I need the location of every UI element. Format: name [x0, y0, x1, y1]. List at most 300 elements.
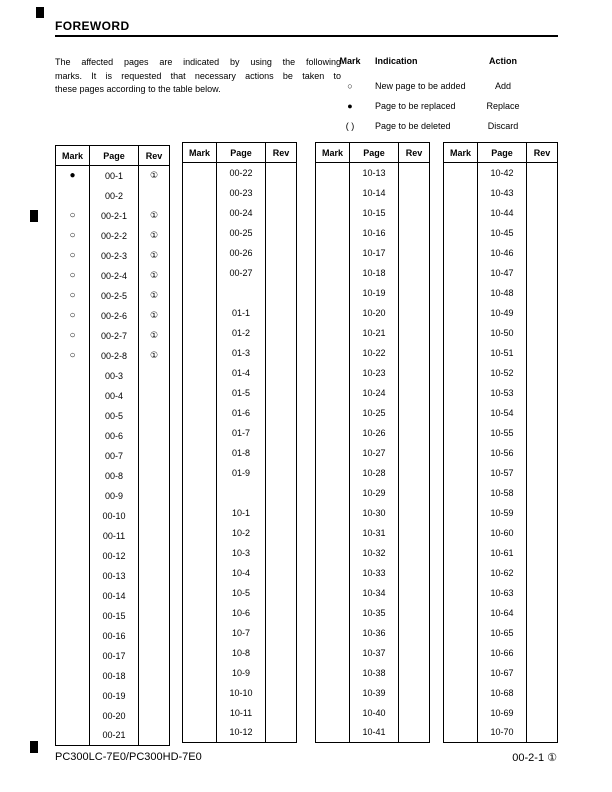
page-cell: 10-47: [478, 263, 527, 283]
affected-pages-table-3: [315, 142, 430, 743]
page-cell: 00-2-5: [90, 286, 139, 306]
page-cell: 00-25: [217, 223, 266, 243]
rev-cell: [139, 606, 170, 626]
table-row: [444, 163, 558, 183]
rev-cell: [527, 543, 558, 563]
rev-cell: [399, 263, 430, 283]
rev-cell: [399, 723, 430, 743]
page-cell: 10-31: [350, 523, 399, 543]
rev-cell: [527, 443, 558, 463]
mark-cell: [444, 323, 478, 343]
rev-cell: [527, 423, 558, 443]
table-row: [316, 543, 430, 563]
table-row: [183, 223, 297, 243]
table-row: [56, 466, 170, 486]
page-cell: 10-39: [350, 683, 399, 703]
page-cell: 10-4: [217, 563, 266, 583]
page-cell: 10-35: [350, 603, 399, 623]
table-row: [316, 483, 430, 503]
table-row: [183, 643, 297, 663]
mark-cell: [444, 623, 478, 643]
page-cell: 10-2: [217, 523, 266, 543]
rev-cell: [399, 283, 430, 303]
rev-cell: [527, 723, 558, 743]
rev-cell: [527, 263, 558, 283]
mark-cell: [444, 423, 478, 443]
rev-cell: ①: [139, 266, 170, 286]
rev-cell: [139, 426, 170, 446]
mark-cell: ○: [56, 246, 90, 266]
table-row: [56, 246, 170, 266]
mark-cell: [183, 323, 217, 343]
table-row: [316, 163, 430, 183]
page-cell: 10-30: [350, 503, 399, 523]
page-cell: 10-63: [478, 583, 527, 603]
page-cell: 10-34: [350, 583, 399, 603]
page-cell: 00-15: [90, 606, 139, 626]
legend-action: Replace: [486, 101, 520, 111]
table-row: [183, 183, 297, 203]
mark-cell: [444, 223, 478, 243]
rev-cell: [266, 363, 297, 383]
table-row: [183, 443, 297, 463]
rev-cell: [266, 383, 297, 403]
mark-cell: [316, 563, 350, 583]
binding-mark-bottom: [30, 741, 38, 753]
rev-cell: ①: [139, 166, 170, 186]
rev-cell: [527, 463, 558, 483]
mark-cell: [444, 403, 478, 423]
page-cell: 10-25: [350, 403, 399, 423]
page-cell: 10-67: [478, 663, 527, 683]
rev-cell: [527, 563, 558, 583]
mark-cell: [444, 723, 478, 743]
table-row: [444, 683, 558, 703]
page-cell: 01-2: [217, 323, 266, 343]
mark-cell: [56, 186, 90, 206]
mark-cell: [316, 623, 350, 643]
page-cell: 00-8: [90, 466, 139, 486]
column-header-page: Page: [90, 146, 139, 166]
rev-cell: [266, 643, 297, 663]
rev-cell: [139, 366, 170, 386]
table-row: [183, 623, 297, 643]
table-row: [316, 643, 430, 663]
mark-cell: [56, 486, 90, 506]
mark-cell: [316, 243, 350, 263]
mark-cell: [183, 563, 217, 583]
table-row: [183, 203, 297, 223]
table-row: [56, 606, 170, 626]
page-cell: 01-9: [217, 463, 266, 483]
rev-cell: [266, 663, 297, 683]
mark-cell: [444, 603, 478, 623]
rev-cell: [527, 703, 558, 723]
rev-cell: [527, 183, 558, 203]
page-cell: 10-69: [478, 703, 527, 723]
table-row: [183, 723, 297, 743]
mark-cell: [444, 263, 478, 283]
rev-cell: [139, 646, 170, 666]
mark-cell: [316, 263, 350, 283]
table-row: [56, 366, 170, 386]
table-row: [316, 663, 430, 683]
table-row: [444, 403, 558, 423]
page-cell: 10-15: [350, 203, 399, 223]
mark-cell: [444, 303, 478, 323]
rev-cell: [527, 583, 558, 603]
intro-line: marks. It is requested that necessary actions be taken to: [55, 70, 341, 81]
mark-cell: [183, 603, 217, 623]
mark-cell: [316, 363, 350, 383]
mark-cell: [183, 583, 217, 603]
mark-cell: [183, 363, 217, 383]
mark-cell: [183, 663, 217, 683]
page-cell: 10-65: [478, 623, 527, 643]
rev-cell: [399, 383, 430, 403]
delete-page-mark-icon: ( ): [345, 121, 355, 131]
mark-cell: [444, 203, 478, 223]
page-cell: 10-60: [478, 523, 527, 543]
page-cell: 00-6: [90, 426, 139, 446]
legend-action: Add: [494, 81, 511, 91]
table-row: [56, 646, 170, 666]
rev-cell: [139, 526, 170, 546]
table-row: [444, 423, 558, 443]
table-row: [444, 543, 558, 563]
mark-cell: [444, 703, 478, 723]
page-cell: 01-7: [217, 423, 266, 443]
marks-legend: [337, 56, 525, 136]
table-row: [56, 426, 170, 446]
page-cell: 00-26: [217, 243, 266, 263]
page-cell: 10-13: [350, 163, 399, 183]
table-row: [56, 626, 170, 646]
table-row: [316, 203, 430, 223]
intro-line: The affected pages are indicated by using the following: [55, 57, 341, 67]
page-cell: 00-2-7: [90, 326, 139, 346]
mark-cell: [183, 543, 217, 563]
column-header-page: Page: [217, 143, 266, 163]
page-cell: 10-27: [350, 443, 399, 463]
page-cell: 00-13: [90, 566, 139, 586]
rev-cell: [139, 706, 170, 726]
rev-cell: [139, 506, 170, 526]
table-row: [183, 463, 297, 483]
page-cell: 10-9: [217, 663, 266, 683]
mark-cell: [183, 223, 217, 243]
rev-cell: [266, 203, 297, 223]
table-row: [316, 443, 430, 463]
table-row: [183, 703, 297, 723]
rev-cell: [266, 403, 297, 423]
rev-cell: [139, 386, 170, 406]
page-cell: 10-38: [350, 663, 399, 683]
page-cell: 00-11: [90, 526, 139, 546]
mark-cell: [183, 183, 217, 203]
mark-cell: [56, 446, 90, 466]
page-cell: 10-40: [350, 703, 399, 723]
table-row: [316, 523, 430, 543]
rev-cell: [266, 283, 297, 303]
table-row: [183, 383, 297, 403]
mark-cell: [56, 426, 90, 446]
table-row: [444, 443, 558, 463]
rev-cell: [266, 343, 297, 363]
rev-cell: [527, 663, 558, 683]
mark-cell: [56, 566, 90, 586]
table-row: [444, 703, 558, 723]
table-row: [316, 423, 430, 443]
table-row: [316, 243, 430, 263]
mark-cell: [183, 523, 217, 543]
page-cell: 10-52: [478, 363, 527, 383]
mark-cell: [316, 703, 350, 723]
rev-cell: [399, 163, 430, 183]
mark-cell: [444, 283, 478, 303]
table-row: [183, 163, 297, 183]
rev-cell: [527, 163, 558, 183]
binding-mark-middle: [30, 210, 38, 222]
table-row: [316, 603, 430, 623]
footer-page-number: 00-2-1 ①: [512, 752, 557, 764]
rev-cell: [527, 523, 558, 543]
table-row: [316, 583, 430, 603]
table-row: [183, 403, 297, 423]
page-cell: 10-7: [217, 623, 266, 643]
table-row: [316, 463, 430, 483]
mark-cell: [56, 406, 90, 426]
rev-cell: [399, 623, 430, 643]
table-row: [56, 546, 170, 566]
rev-cell: [399, 543, 430, 563]
rev-cell: [399, 483, 430, 503]
page-cell: 10-11: [217, 703, 266, 723]
rev-cell: [139, 186, 170, 206]
page-cell: 10-56: [478, 443, 527, 463]
page-cell: 10-20: [350, 303, 399, 323]
page-cell: 10-17: [350, 243, 399, 263]
mark-cell: [316, 303, 350, 323]
rev-cell: [527, 683, 558, 703]
rev-cell: [399, 363, 430, 383]
page-cell: [217, 283, 266, 303]
table-row: [183, 323, 297, 343]
table-row: [183, 563, 297, 583]
rev-cell: [266, 603, 297, 623]
page-cell: 10-53: [478, 383, 527, 403]
mark-cell: [316, 523, 350, 543]
mark-cell: [183, 343, 217, 363]
rev-cell: [399, 503, 430, 523]
page-cell: 10-29: [350, 483, 399, 503]
page-cell: 10-44: [478, 203, 527, 223]
page-cell: 10-5: [217, 583, 266, 603]
rev-cell: [399, 343, 430, 363]
mark-cell: [316, 503, 350, 523]
rev-cell: [527, 403, 558, 423]
page-cell: 00-24: [217, 203, 266, 223]
table-row: [444, 623, 558, 643]
mark-cell: [56, 626, 90, 646]
table-row: [183, 363, 297, 383]
mark-cell: [56, 506, 90, 526]
mark-cell: [183, 283, 217, 303]
mark-cell: [316, 383, 350, 403]
mark-cell: [183, 443, 217, 463]
rev-cell: [266, 443, 297, 463]
table-row: [183, 423, 297, 443]
rev-cell: [399, 523, 430, 543]
legend-header-mark: Mark: [339, 56, 361, 66]
rev-cell: [399, 183, 430, 203]
page-cell: 01-5: [217, 383, 266, 403]
table-row: [183, 303, 297, 323]
table-row: [56, 206, 170, 226]
rev-cell: [266, 563, 297, 583]
table-row: [444, 303, 558, 323]
page-cell: 10-8: [217, 643, 266, 663]
rev-cell: ①: [139, 246, 170, 266]
table-row: [56, 166, 170, 186]
column-header-mark: Mark: [316, 143, 350, 163]
mark-cell: ○: [56, 206, 90, 226]
rev-cell: [399, 463, 430, 483]
mark-cell: [56, 686, 90, 706]
table-row: [444, 503, 558, 523]
page-cell: 00-3: [90, 366, 139, 386]
page-cell: 10-33: [350, 563, 399, 583]
table-row: [56, 586, 170, 606]
page-cell: 00-27: [217, 263, 266, 283]
mark-cell: [183, 243, 217, 263]
page-cell: 00-2-4: [90, 266, 139, 286]
mark-cell: ○: [56, 346, 90, 366]
table-row: [444, 203, 558, 223]
mark-cell: [316, 403, 350, 423]
mark-cell: [183, 423, 217, 443]
rev-cell: [139, 406, 170, 426]
rev-cell: [527, 243, 558, 263]
rev-cell: [139, 546, 170, 566]
table-row: [56, 266, 170, 286]
rev-cell: [527, 503, 558, 523]
table-row: [444, 723, 558, 743]
page-cell: 00-2-8: [90, 346, 139, 366]
rev-cell: [399, 303, 430, 323]
page-cell: 00-19: [90, 686, 139, 706]
mark-cell: [56, 366, 90, 386]
table-row: [316, 703, 430, 723]
column-header-page: Page: [350, 143, 399, 163]
column-header-mark: Mark: [56, 146, 90, 166]
table-header-row: [56, 146, 170, 166]
table-row: [56, 706, 170, 726]
page-cell: 10-22: [350, 343, 399, 363]
page-cell: 10-46: [478, 243, 527, 263]
table-row: [56, 186, 170, 206]
page-cell: 00-18: [90, 666, 139, 686]
column-header-rev: Rev: [266, 143, 297, 163]
page-cell: 00-2-2: [90, 226, 139, 246]
rev-cell: [399, 583, 430, 603]
footer-model-number: PC300LC-7E0/PC300HD-7E0: [55, 751, 202, 763]
binding-mark-top: [36, 7, 44, 18]
table-row: [316, 343, 430, 363]
page-cell: 10-16: [350, 223, 399, 243]
table-row: [56, 666, 170, 686]
page-cell: 10-41: [350, 723, 399, 743]
mark-cell: [183, 683, 217, 703]
column-header-rev: Rev: [399, 143, 430, 163]
table-row: [183, 543, 297, 563]
mark-cell: [444, 663, 478, 683]
page-cell: 00-23: [217, 183, 266, 203]
rev-cell: [266, 523, 297, 543]
affected-pages-table-2: [182, 142, 297, 743]
page-cell: 10-48: [478, 283, 527, 303]
table-row: [56, 566, 170, 586]
mark-cell: [444, 483, 478, 503]
rev-cell: [266, 243, 297, 263]
mark-cell: [316, 543, 350, 563]
rev-cell: [139, 586, 170, 606]
page-cell: 10-42: [478, 163, 527, 183]
rev-cell: [266, 183, 297, 203]
mark-cell: [444, 683, 478, 703]
rev-cell: [399, 643, 430, 663]
rev-cell: [139, 566, 170, 586]
mark-cell: [316, 323, 350, 343]
table-row: [444, 223, 558, 243]
page-cell: 01-4: [217, 363, 266, 383]
rev-cell: [139, 666, 170, 686]
affected-pages-table-1: [55, 145, 170, 746]
legend-indication: New page to be added: [375, 81, 466, 91]
page-cell: 00-16: [90, 626, 139, 646]
rev-cell: [527, 383, 558, 403]
table-row: [316, 403, 430, 423]
table-header-row: [444, 143, 558, 163]
rev-cell: [527, 323, 558, 343]
page-cell: 01-1: [217, 303, 266, 323]
table-row: [56, 486, 170, 506]
mark-cell: [183, 503, 217, 523]
table-row: [56, 406, 170, 426]
rev-cell: [266, 263, 297, 283]
table-row: [444, 583, 558, 603]
column-header-page: Page: [478, 143, 527, 163]
rev-cell: [266, 303, 297, 323]
mark-cell: [444, 443, 478, 463]
page-cell: 10-10: [217, 683, 266, 703]
rev-cell: [399, 403, 430, 423]
page-cell: 10-37: [350, 643, 399, 663]
rev-cell: [266, 503, 297, 523]
rev-cell: [399, 423, 430, 443]
mark-cell: [56, 706, 90, 726]
table-row: [316, 183, 430, 203]
table-row: [183, 683, 297, 703]
page-cell: 10-36: [350, 623, 399, 643]
rev-cell: [266, 583, 297, 603]
rev-cell: ①: [139, 346, 170, 366]
mark-cell: [316, 583, 350, 603]
mark-cell: [183, 383, 217, 403]
table-row: [56, 686, 170, 706]
page-cell: 10-57: [478, 463, 527, 483]
rev-cell: [266, 323, 297, 343]
